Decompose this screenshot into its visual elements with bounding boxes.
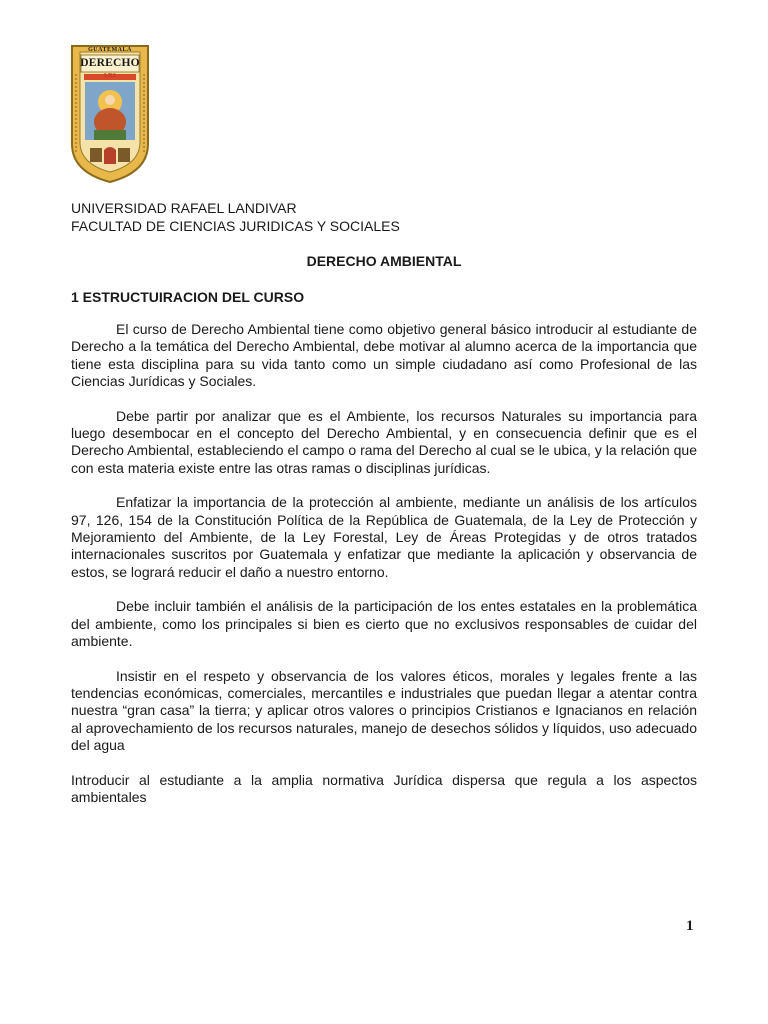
university-name: UNIVERSIDAD RAFAEL LANDIVAR xyxy=(71,200,297,216)
faculty-seal-icon xyxy=(70,44,150,184)
document-title: DERECHO AMBIENTAL xyxy=(306,253,462,269)
seal-main-text: DERECHO xyxy=(80,57,140,69)
institution-header xyxy=(71,199,400,235)
paragraph: Debe partir por analizar que es el Ambiente, los recursos Naturales su importancia para luego desembocar en el concepto del Derecho Ambiental, y en consecuencia definir que es el Derecho Ambiental, estableciendo el campo o rama del Derecho al cual se le ubica, y la relación que con esta materia existe entre las otras ramas o disciplinas jurídicas. xyxy=(71,407,697,476)
paragraph: Introducir al estudiante a la amplia normativa Jurídica dispersa que regula a los aspectos ambientales xyxy=(71,771,697,805)
faculty-name: FACULTAD DE CIENCIAS JURIDICAS Y SOCIALES xyxy=(71,218,400,234)
paragraph: Enfatizar la importancia de la protección al ambiente, mediante un análisis de los artículos 97, 126, 154 de la Constitución Política de la República de Guatemala, de la Ley de Protección y Mejoramiento del Ambiente, de la Ley Forestal, Ley de Áreas Protegidas y de otros tratados internacionales suscritos por Guatemala y enfatizar que mediante la aplicación y observancia de estos, se logrará reducir el daño a nuestro entorno. xyxy=(71,494,697,580)
paragraph: Debe incluir también el análisis de la participación de los entes estatales en la problemática del ambiente, como los principales si bien es cierto que no exclusivos responsables de cuidar del ambiente. xyxy=(71,598,697,650)
document-body xyxy=(71,321,697,823)
paragraph: Insistir en el respeto y observancia de los valores éticos, morales y legales frente a las tendencias económicas, comerciales, mercantiles e industriales que puedan llegar a atentar contra nuestra “gran casa” la tierra; y aplicar otros valores o principios Cristianos e Ignacianos en relación al aprovechamiento de los recursos naturales, manejo de desechos sólidos y líquidos, uso adecuado del agua xyxy=(71,667,697,754)
seal-sub-text: LRS xyxy=(104,73,116,79)
page-number: 1 xyxy=(686,918,694,934)
seal-top-text: GUATEMALA xyxy=(88,47,132,53)
paragraph: El curso de Derecho Ambiental tiene como objetivo general básico introducir al estudiante de Derecho a la temática del Derecho Ambiental, debe motivar al alumno acerca de la importancia que tiene esta disciplina para su vida tanto como un simple ciudadano así como Profesional de las Ciencias Jurídicas y Sociales. xyxy=(71,321,697,390)
section-heading: 1 ESTRUCTUIRACION DEL CURSO xyxy=(71,289,305,305)
